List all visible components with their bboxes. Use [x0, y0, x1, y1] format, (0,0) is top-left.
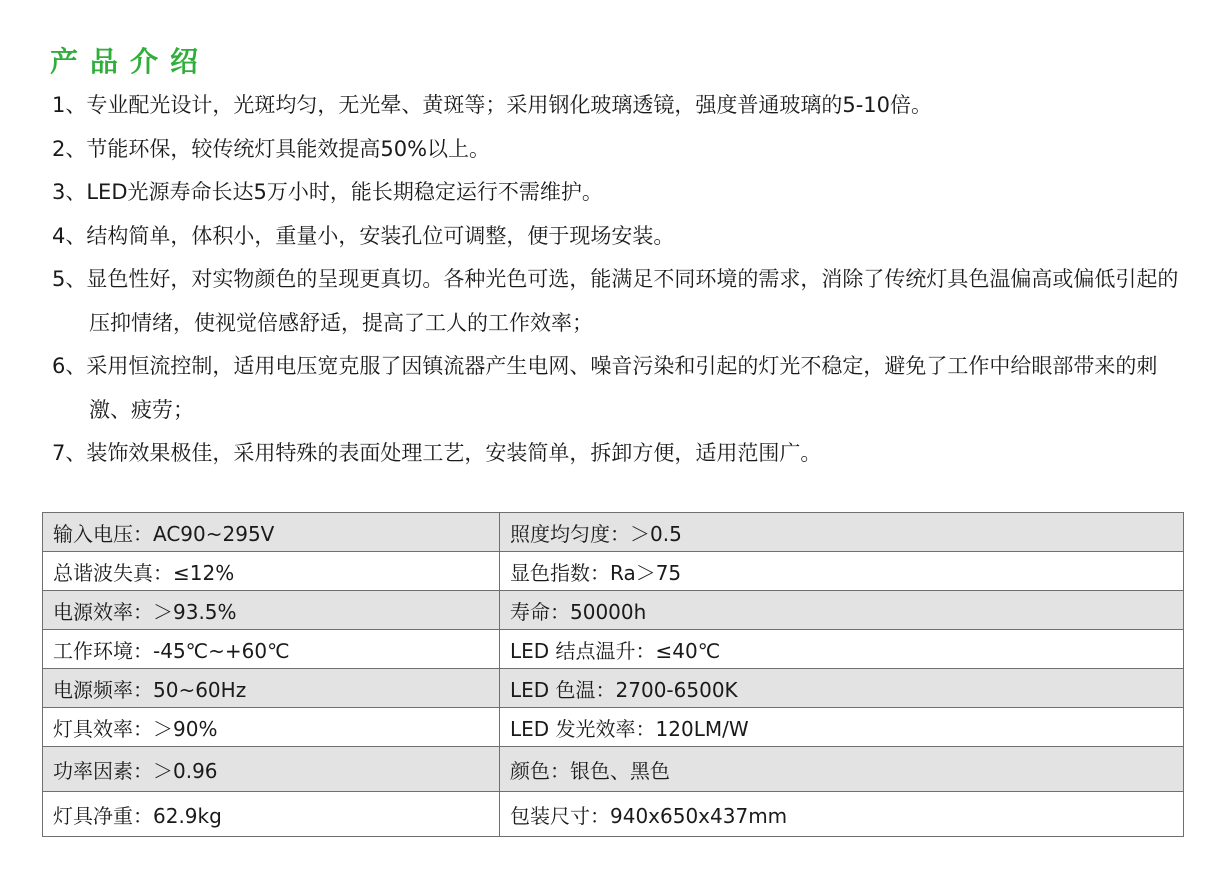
spec-cell: LED 发光效率：120LM/W [500, 708, 1184, 747]
spec-cell: LED 色温：2700-6500K [500, 669, 1184, 708]
spec-cell: 寿命：50000h [500, 591, 1184, 630]
spec-row [43, 591, 1184, 630]
feature-item: 2、节能环保，较传统灯具能效提高50%以上。 [52, 136, 491, 161]
feature-item: 3、LED光源寿命长达5万小时，能长期稳定运行不需维护。 [52, 180, 603, 204]
spec-cell: 灯具净重：62.9kg [43, 792, 500, 837]
spec-cell: 颜色：银色、黑色 [500, 747, 1184, 792]
spec-row [43, 792, 1184, 837]
spec-cell: 电源频率：50~60Hz [43, 669, 500, 708]
feature-item: 4、结构简单，体积小，重量小，安装孔位可调整，便于现场安装。 [52, 223, 675, 248]
spec-row [43, 669, 1184, 708]
spec-cell: 功率因素：＞0.96 [43, 747, 500, 792]
spec-cell: 灯具效率：＞90% [43, 708, 500, 747]
spec-row [43, 513, 1184, 552]
spec-row [43, 552, 1184, 591]
feature-item: 7、装饰效果极佳，采用特殊的表面处理工艺，安装简单，拆卸方便，适用范围广。 [52, 441, 822, 465]
spec-cell: LED 结点温升：≤40℃ [500, 630, 1184, 669]
feature-item: 1、专业配光设计，光斑均匀，无光晕、黄斑等；采用钢化玻璃透镜，强度普通玻璃的5-10倍。 [52, 93, 933, 117]
spec-cell: 输入电压：AC90~295V [43, 513, 500, 552]
spec-row [43, 747, 1184, 792]
section-title: 产品介绍 [50, 45, 211, 78]
spec-cell: 总谐波失真：≤12% [43, 552, 500, 591]
spec-cell: 包装尺寸：940x650x437mm [500, 792, 1184, 837]
spec-cell: 电源效率：＞93.5% [43, 591, 500, 630]
spec-table [42, 512, 1184, 837]
spec-row [43, 630, 1184, 669]
spec-cell: 工作环境：-45℃~+60℃ [43, 630, 500, 669]
feature-item: 6、采用恒流控制，适用电压宽克服了因镇流器产生电网、噪音污染和引起的灯光不稳定，避免了工作中给眼部带来的刺激、疲劳； [52, 354, 1158, 422]
feature-item: 5、显色性好，对实物颜色的呈现更真切。各种光色可选，能满足不同环境的需求，消除了传统灯具色温偏高或偏低引起的压抑情绪，使视觉倍感舒适，提高了工人的工作效率； [52, 267, 1179, 335]
spec-row [43, 708, 1184, 747]
spec-cell: 照度均匀度：＞0.5 [500, 513, 1184, 552]
spec-cell: 显色指数：Ra＞75 [500, 552, 1184, 591]
feature-list [52, 84, 1182, 476]
